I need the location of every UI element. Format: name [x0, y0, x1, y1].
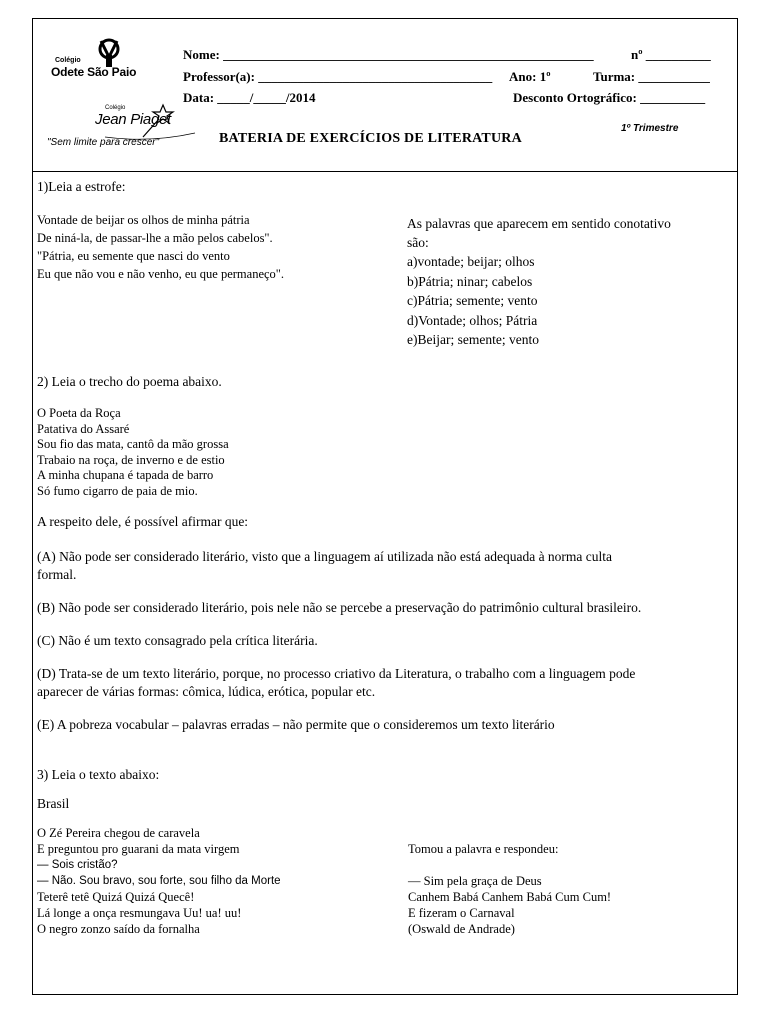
- q1-stanza-line: Eu que não vou e não venho, eu que permaneço".: [37, 267, 285, 281]
- q3-poem-line: Teterê tetê Quizá Quizá Quecê!: [37, 890, 195, 904]
- ano-label: Ano: 1º: [509, 69, 551, 84]
- slogan: "Sem limite para crescer": [47, 137, 160, 148]
- professor-field[interactable]: Professor(a): ____________________________________: [183, 69, 493, 84]
- q1-option-d: d)Vontade; olhos; Pátria: [407, 313, 538, 328]
- desconto-field[interactable]: Desconto Ortográfico: __________: [513, 90, 706, 105]
- q1-option-c: c)Pátria; semente; vento: [407, 293, 538, 308]
- q1-option-b: b)Pátria; ninar; cabelos: [407, 274, 533, 289]
- q3-title: Brasil: [37, 796, 70, 811]
- q1-question: As palavras que aparecem em sentido conotativo: [407, 216, 671, 231]
- q2-poem-line: A minha chupana é tapada de barro: [37, 468, 214, 482]
- q2-poem-line: Só fumo cigarro de paia de mio.: [37, 484, 198, 498]
- q1-prompt: 1)Leia a estrofe:: [37, 179, 126, 194]
- jean-piaget-name: Jean Piaget: [95, 111, 171, 128]
- q2-poem-line: Patativa do Assaré: [37, 422, 130, 436]
- turma-field[interactable]: Turma: ___________: [593, 69, 710, 84]
- q2-option-d-cont: aparecer de várias formas: cômica, lúdica, erótica, popular etc.: [37, 684, 376, 699]
- school-small-label: Colégio: [55, 57, 81, 64]
- q2-option-d: (D) Trata-se de um texto literário, porque, no processo criativo da Literatura, o trabalho com a linguagem pode: [37, 666, 636, 681]
- q3-poem-line: Lá longe a onça resmungava Uu! ua! uu!: [37, 906, 242, 920]
- q3-poem-line: E preguntou pro guarani da mata virgem: [37, 842, 240, 856]
- q3-right-line: — Sim pela graça de Deus: [408, 874, 542, 888]
- q3-author: (Oswald de Andrade): [408, 922, 515, 936]
- q1-stanza-line: Vontade de beijar os olhos de minha pátria: [37, 213, 250, 227]
- q1-stanza-line: "Pátria, eu semente que nasci do vento: [37, 249, 230, 263]
- q1-stanza-line: De niná-la, de passar-lhe a mão pelos cabelos".: [37, 231, 273, 245]
- q3-poem-line: O negro zonzo saído da fornalha: [37, 922, 200, 936]
- nome-field[interactable]: Nome: _________________________________________________________: [183, 47, 594, 62]
- q3-poem-line: O Zé Pereira chegou de caravela: [37, 826, 200, 840]
- worksheet-page: [32, 18, 738, 995]
- jean-small-label: Colégio: [105, 105, 126, 111]
- q3-right-line: Canhem Babá Canhem Babá Cum Cum!: [408, 890, 612, 904]
- q2-question: A respeito dele, é possível afirmar que:: [37, 514, 249, 529]
- q3-right-line: E fizeram o Carnaval: [408, 906, 515, 920]
- data-field[interactable]: Data: _____/_____/2014: [183, 90, 316, 105]
- q2-option-c: (C) Não é um texto consagrado pela crítica literária.: [37, 633, 318, 648]
- q3-poem-line: — Não. Sou bravo, sou forte, sou filho da Morte: [37, 875, 281, 887]
- q2-option-e: (E) A pobreza vocabular – palavras erradas – não permite que o consideremos um texto literário: [37, 717, 555, 732]
- numero-field[interactable]: nº __________: [631, 47, 711, 62]
- q3-prompt: 3) Leia o texto abaixo:: [37, 767, 160, 782]
- header: [33, 19, 737, 172]
- q1-option-e: e)Beijar; semente; vento: [407, 332, 539, 347]
- page-title: BATERIA DE EXERCÍCIOS DE LITERATURA: [219, 131, 522, 146]
- q3-poem-line: — Sois cristão?: [37, 859, 118, 871]
- q2-option-b: (B) Não pode ser considerado literário, pois nele não se percebe a preservação do patrimônio cultural brasileiro.: [37, 600, 642, 615]
- school-name: Odete São Paio: [51, 65, 137, 79]
- q3-right-intro: Tomou a palavra e respondeu:: [408, 842, 559, 856]
- q2-poem-line: Sou fio das mata, cantô da mão grossa: [37, 437, 229, 451]
- q1-question-cont: são:: [407, 235, 429, 250]
- trimestre-label: 1º Trimestre: [621, 123, 679, 134]
- q2-poem-line: Trabaio na roça, de inverno e de estio: [37, 453, 225, 467]
- q1-option-a: a)vontade; beijar; olhos: [407, 254, 535, 269]
- q2-poem-line: O Poeta da Roça: [37, 406, 121, 420]
- q2-option-a-cont: formal.: [37, 567, 77, 582]
- q2-prompt: 2) Leia o trecho do poema abaixo.: [37, 374, 222, 389]
- q2-option-a: (A) Não pode ser considerado literário, visto que a linguagem aí utilizada não está adequada à norma culta: [37, 549, 613, 564]
